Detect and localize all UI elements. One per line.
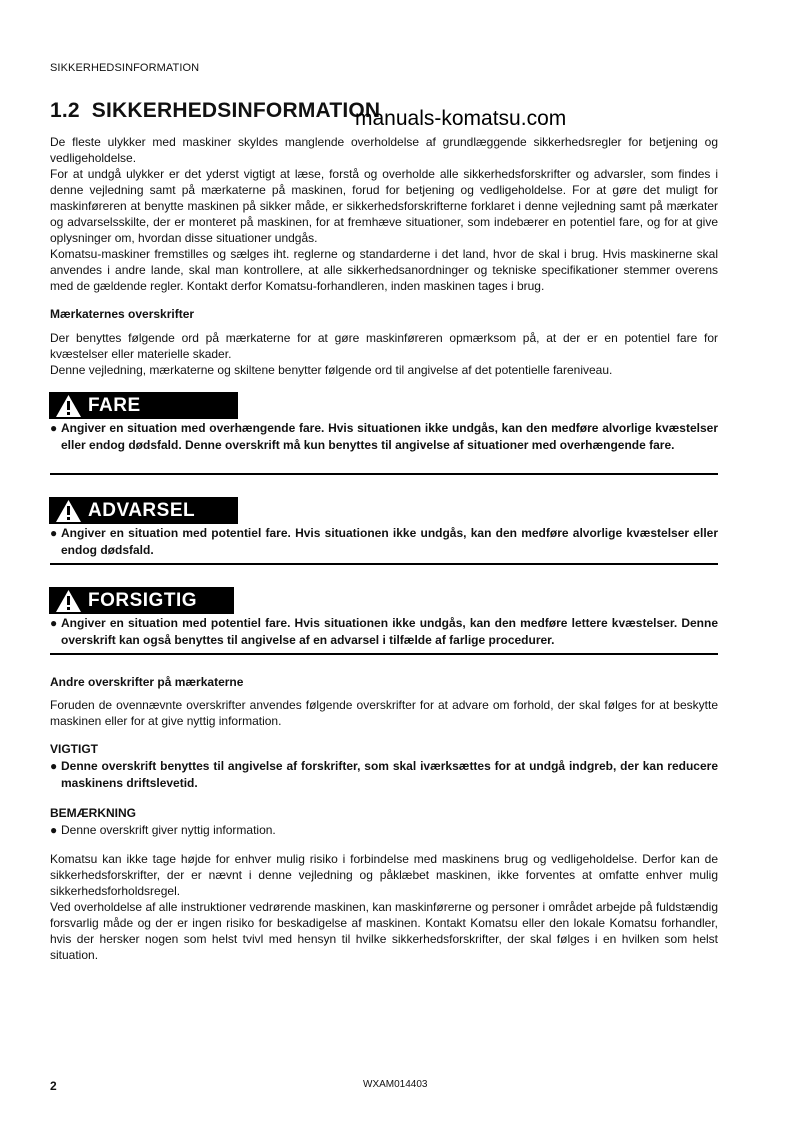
- closing-text: [50, 851, 718, 963]
- running-header: SIKKERHEDSINFORMATION: [50, 62, 200, 74]
- labels-subheading: Mærkaternes overskrifter: [50, 307, 195, 321]
- fare-label: [49, 392, 238, 419]
- bullet: ●: [50, 823, 58, 837]
- warning-triangle-icon: [55, 589, 82, 613]
- advarsel-label-text: ADVARSEL: [88, 499, 196, 521]
- page-number: 2: [50, 1079, 57, 1093]
- bemaerkning-text: Denne overskrift giver nyttig information.: [61, 823, 276, 837]
- warning-triangle-icon: [55, 499, 82, 523]
- closing-paragraph: Ved overholdelse af alle instruktioner vedrørende maskinen, kan maskinførerne og personer i området arbejde på fuldstændig forsvarlig måde og der er ingen risiko for beskadigelse af maskinen. Kontakt Komatsu eller den lokale Komatsu forhandler, hvis der hersker nogen som helst tvivl med hensyn til hvilke sikkerhedsforskrifter, der skal følges i en hvilken som helst situation.: [50, 900, 718, 962]
- intro-paragraph: For at undgå ulykker er det yderst vigtigt at læse, forstå og overholde alle sikkerhedsforskrifter og advarsler, som findes i denne vejledning samt på mærkaterne på maskinen, forud for betjening og vedligeholdelse. For at gøre det muligt for maskinføreren at benytte maskinen på sikker måde, er sikkerhedsforskrifterne forklaret i denne vejledning samt på mærkater og advarselsskilte, der er monteret på maskinen, for at fremhæve situationer, som indebærer en potentiel fare, og for at give oplysninger om, hvordan disse situationer undgås.: [50, 167, 718, 245]
- bullet: ●: [50, 759, 58, 773]
- section-title: SIKKERHEDSINFORMATION: [91, 99, 381, 122]
- fare-label-text: FARE: [88, 394, 141, 416]
- watermark-text: manuals-komatsu.com: [355, 107, 567, 130]
- other-subheading: Andre overskrifter på mærkaterne: [50, 675, 244, 689]
- fare-description: [50, 420, 718, 454]
- bullet: ●: [50, 421, 58, 435]
- other-paragraph: Foruden de ovennævnte overskrifter anvendes følgende overskrifter for at advare om forhold, der skal følges for at beskytte maskinen eller for at give nyttig information.: [50, 698, 718, 728]
- forsigtig-label: [49, 587, 234, 614]
- section-number: 1.2: [50, 99, 80, 122]
- bullet: ●: [50, 526, 58, 540]
- intro-paragraph: De fleste ulykker med maskiner skyldes manglende overholdelse af grundlæggende sikkerhedsregler for betjening og vedligeholdelse.: [50, 135, 718, 165]
- labels-paragraph: Denne vejledning, mærkaterne og skiltene benytter følgende ord til angivelse af det potentielle fareniveau.: [50, 363, 613, 377]
- forsigtig-description: [50, 615, 718, 649]
- advarsel-label: [49, 497, 238, 524]
- bemaerkning-heading: BEMÆRKNING: [50, 806, 136, 820]
- forsigtig-label-text: FORSIGTIG: [88, 589, 197, 611]
- closing-paragraph: Komatsu kan ikke tage højde for enhver mulig risiko i forbindelse med maskinens brug og vedligeholdelse. Derfor kan de sikkerhedsforskrifter, der er nævnt i denne vejledning og påklæbet maskinen, ikke forventes at omfatte enhver mulig sikkerhedsforholdsregel.: [50, 852, 718, 898]
- warning-triangle-icon: [55, 394, 82, 418]
- forsigtig-text: Angiver en situation med potentiel fare. Hvis situationen ikke undgås, kan den medføre lettere kvæstelser. Denne overskrift kan også benyttes til angivelse af en advarsel i tilfælde af farlige procedurer.: [61, 616, 718, 647]
- intro-text: [50, 134, 718, 294]
- bullet: ●: [50, 616, 58, 630]
- document-code: WXAM014403: [363, 1079, 428, 1090]
- labels-text: [50, 330, 718, 378]
- vigtigt-heading: VIGTIGT: [50, 742, 98, 756]
- fare-text: Angiver en situation med overhængende fare. Hvis situationen ikke undgås, kan den medføre alvorlige kvæstelser eller endog dødsfald. Denne overskrift må kun benyttes til angivelse af situationer med overhængende fare.: [61, 421, 718, 452]
- intro-paragraph: Komatsu-maskiner fremstilles og sælges iht. reglerne og standarderne i det land, hvor de skal i brug. Hvis maskinerne skal anvendes i andre lande, skal man kontrollere, at alle sikkerhedsanordninger og tekniske specifikationer stemmer overens med de gældende regler. Kontakt derfor Komatsu-forhandleren, inden maskinen tages i brug.: [50, 247, 718, 293]
- vigtigt-text: Denne overskrift benyttes til angivelse af forskrifter, som skal iværksættes for at undgå indgreb, der kan reducere maskinens driftslevetid.: [61, 759, 718, 790]
- section-heading: [50, 99, 380, 123]
- bemaerkning-description: [50, 822, 718, 838]
- advarsel-description: [50, 525, 718, 559]
- advarsel-text: Angiver en situation med potentiel fare. Hvis situationen ikke undgås, kan den medføre alvorlige kvæstelser eller endog dødsfald.: [61, 526, 718, 557]
- vigtigt-description: [50, 758, 718, 792]
- labels-paragraph: Der benyttes følgende ord på mærkaterne for at gøre maskinføreren opmærksom på, at der er en potentiel fare for kvæstelser eller materielle skader.: [50, 331, 718, 361]
- divider: [50, 473, 718, 475]
- divider: [50, 563, 718, 565]
- divider: [50, 653, 718, 655]
